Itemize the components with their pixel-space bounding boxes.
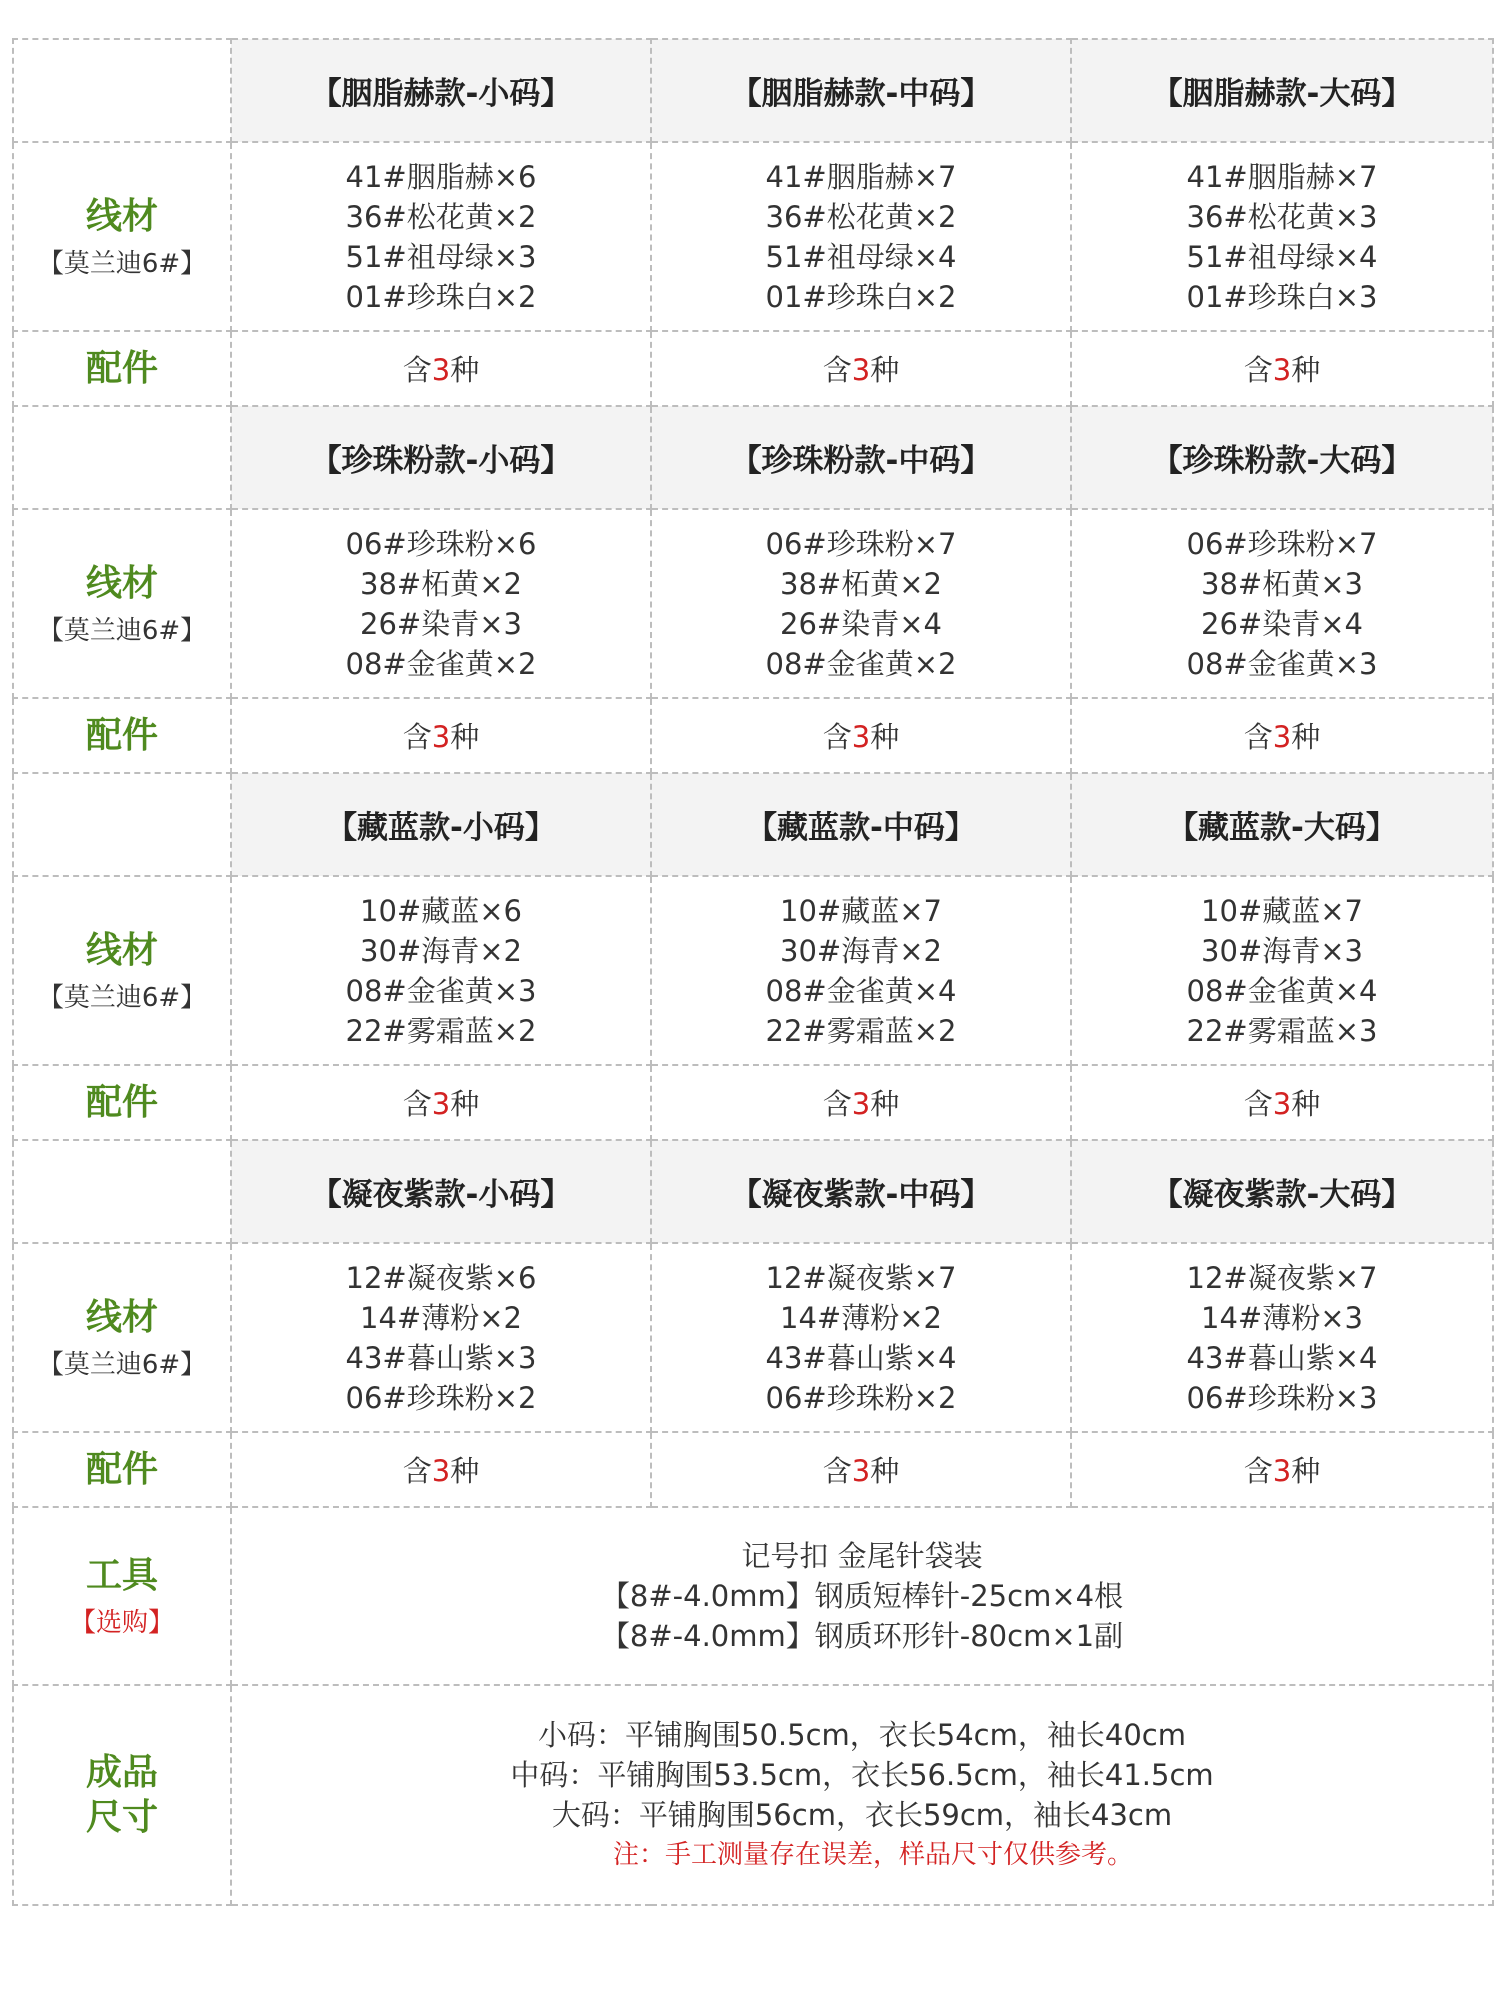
accessory-count-cell [1071, 1065, 1493, 1140]
style-title: 【藏蓝款-中码】 [651, 773, 1071, 876]
tools-list [231, 1507, 1493, 1685]
accessory-suffix: 种 [870, 720, 900, 754]
size-item: 小码：平铺胸围50.5cm，衣长54cm，袖长40cm [538, 1718, 1186, 1752]
spec-table [12, 38, 1494, 1906]
yarn-item: 08#金雀黄×2 [765, 646, 957, 681]
yarn-item: 22#雾霜蓝×3 [1186, 1013, 1378, 1048]
yarn-item: 14#薄粉×2 [780, 1300, 942, 1335]
accessory-label-cell [13, 331, 231, 406]
yarn-item: 41#胭脂赫×7 [1186, 159, 1378, 194]
accessory-row [13, 698, 1493, 773]
header-blank-cell [13, 1140, 231, 1243]
yarn-label-cell [13, 876, 231, 1065]
yarn-label: 线材 [85, 195, 158, 237]
accessory-label: 配件 [85, 1082, 158, 1123]
accessory-suffix: 种 [450, 353, 480, 387]
yarn-item: 36#松花黄×3 [1186, 199, 1378, 234]
yarn-item: 43#暮山紫×4 [1186, 1340, 1378, 1375]
tools-label: 工具 [85, 1555, 158, 1596]
yarn-item: 51#祖母绿×4 [1186, 239, 1378, 274]
accessory-row [13, 331, 1493, 406]
accessory-prefix: 含 [402, 720, 432, 754]
yarn-item: 30#海青×3 [1201, 933, 1363, 968]
style-title: 【胭脂赫款-中码】 [651, 39, 1071, 142]
yarn-item: 22#雾霜蓝×2 [765, 1013, 957, 1048]
style-title: 【珍珠粉款-中码】 [651, 406, 1071, 509]
accessory-suffix: 种 [450, 1087, 480, 1121]
accessory-suffix: 种 [870, 353, 900, 387]
yarn-row [13, 509, 1493, 698]
accessory-suffix: 种 [1291, 720, 1321, 754]
yarn-item: 26#染青×3 [360, 606, 522, 641]
accessory-row [13, 1432, 1493, 1507]
yarn-item: 08#金雀黄×2 [345, 646, 537, 681]
accessory-count-cell [231, 1432, 651, 1507]
accessory-prefix: 含 [822, 1454, 852, 1488]
yarn-label-cell [13, 509, 231, 698]
accessory-count-cell [231, 698, 651, 773]
accessory-row [13, 1065, 1493, 1140]
yarn-item: 43#暮山紫×4 [765, 1340, 957, 1375]
accessory-count-cell [1071, 698, 1493, 773]
size-label-cell [13, 1685, 231, 1905]
size-item: 中码：平铺胸围53.5cm，衣长56.5cm，袖长41.5cm [510, 1758, 1214, 1792]
yarn-list [651, 876, 1071, 1065]
accessory-count: 3 [431, 1454, 451, 1488]
yarn-sub-label: 【莫兰迪6#】 [37, 982, 207, 1013]
accessory-count: 3 [1272, 1454, 1292, 1488]
accessory-label: 配件 [85, 1449, 158, 1490]
yarn-sub-label: 【莫兰迪6#】 [37, 615, 207, 646]
yarn-item: 10#藏蓝×6 [360, 893, 522, 928]
accessory-count-cell [1071, 1432, 1493, 1507]
accessory-count: 3 [431, 1087, 451, 1121]
yarn-item: 08#金雀黄×4 [1186, 973, 1378, 1008]
yarn-list [651, 1243, 1071, 1432]
yarn-item: 06#珍珠粉×3 [1186, 1380, 1378, 1415]
accessory-suffix: 种 [870, 1454, 900, 1488]
accessory-count-cell [231, 1065, 651, 1140]
yarn-label: 线材 [85, 562, 158, 604]
yarn-list [651, 142, 1071, 331]
yarn-row [13, 142, 1493, 331]
style-title: 【珍珠粉款-小码】 [231, 406, 651, 509]
accessory-prefix: 含 [402, 353, 432, 387]
group-header-row [13, 406, 1493, 509]
accessory-count-cell [231, 331, 651, 406]
tool-item: 【8#-4.0mm】钢质短棒针-25cm×4根 [600, 1579, 1124, 1613]
style-title: 【藏蓝款-小码】 [231, 773, 651, 876]
yarn-list [1071, 509, 1493, 698]
style-title: 【胭脂赫款-小码】 [231, 39, 651, 142]
accessory-suffix: 种 [1291, 1454, 1321, 1488]
yarn-item: 36#松花黄×2 [345, 199, 537, 234]
yarn-item: 14#薄粉×2 [360, 1300, 522, 1335]
size-label-line1: 成品 [85, 1752, 158, 1793]
size-note: 注：手工测量存在误差，样品尺寸仅供参考。 [612, 1840, 1133, 1870]
accessory-prefix: 含 [402, 1087, 432, 1121]
yarn-item: 08#金雀黄×4 [765, 973, 957, 1008]
yarn-item: 51#祖母绿×4 [765, 239, 957, 274]
yarn-item: 12#凝夜紫×6 [345, 1260, 537, 1295]
yarn-label: 线材 [85, 1296, 158, 1338]
accessory-count: 3 [851, 1087, 871, 1121]
yarn-list [231, 142, 651, 331]
accessory-count: 3 [1272, 353, 1292, 387]
style-title: 【凝夜紫款-大码】 [1071, 1140, 1493, 1243]
yarn-item: 22#雾霜蓝×2 [345, 1013, 537, 1048]
accessory-label: 配件 [85, 715, 158, 756]
yarn-item: 10#藏蓝×7 [780, 893, 942, 928]
yarn-item: 43#暮山紫×3 [345, 1340, 537, 1375]
accessory-prefix: 含 [822, 1087, 852, 1121]
yarn-item: 38#柘黄×3 [1201, 566, 1363, 601]
yarn-item: 38#柘黄×2 [780, 566, 942, 601]
yarn-sub-label: 【莫兰迪6#】 [37, 248, 207, 279]
group-header-row [13, 39, 1493, 142]
yarn-item: 08#金雀黄×3 [345, 973, 537, 1008]
tool-item: 记号扣 金尾针袋装 [741, 1539, 983, 1573]
accessory-count: 3 [851, 353, 871, 387]
spec-table-body [13, 39, 1493, 1905]
yarn-item: 30#海青×2 [780, 933, 942, 968]
yarn-label: 线材 [85, 929, 158, 971]
accessory-prefix: 含 [822, 353, 852, 387]
accessory-count-cell [1071, 331, 1493, 406]
yarn-item: 26#染青×4 [780, 606, 942, 641]
group-header-row [13, 1140, 1493, 1243]
yarn-item: 14#薄粉×3 [1201, 1300, 1363, 1335]
yarn-item: 41#胭脂赫×6 [345, 159, 537, 194]
accessory-count: 3 [431, 353, 451, 387]
header-blank-cell [13, 773, 231, 876]
yarn-item: 01#珍珠白×2 [345, 279, 537, 314]
yarn-item: 06#珍珠粉×2 [765, 1380, 957, 1415]
accessory-label: 配件 [85, 348, 158, 389]
yarn-item: 08#金雀黄×3 [1186, 646, 1378, 681]
yarn-list [651, 509, 1071, 698]
header-blank-cell [13, 406, 231, 509]
yarn-list [231, 1243, 651, 1432]
header-blank-cell [13, 39, 231, 142]
yarn-item: 01#珍珠白×3 [1186, 279, 1378, 314]
accessory-prefix: 含 [402, 1454, 432, 1488]
yarn-item: 36#松花黄×2 [765, 199, 957, 234]
accessory-label-cell [13, 1432, 231, 1507]
yarn-list [231, 876, 651, 1065]
yarn-item: 51#祖母绿×3 [345, 239, 537, 274]
accessory-prefix: 含 [1243, 1454, 1273, 1488]
yarn-item: 10#藏蓝×7 [1201, 893, 1363, 928]
style-title: 【胭脂赫款-大码】 [1071, 39, 1493, 142]
yarn-item: 06#珍珠粉×7 [1186, 526, 1378, 561]
accessory-count: 3 [431, 720, 451, 754]
accessory-count-cell [651, 1432, 1071, 1507]
accessory-count-cell [651, 698, 1071, 773]
accessory-count: 3 [1272, 720, 1292, 754]
accessory-suffix: 种 [450, 1454, 480, 1488]
style-title: 【凝夜紫款-小码】 [231, 1140, 651, 1243]
size-item: 大码：平铺胸围56cm，衣长59cm，袖长43cm [551, 1798, 1173, 1832]
size-row [13, 1685, 1493, 1905]
yarn-item: 41#胭脂赫×7 [765, 159, 957, 194]
yarn-label-cell [13, 1243, 231, 1432]
yarn-item: 06#珍珠粉×2 [345, 1380, 537, 1415]
yarn-item: 06#珍珠粉×7 [765, 526, 957, 561]
yarn-label-cell [13, 142, 231, 331]
yarn-item: 12#凝夜紫×7 [765, 1260, 957, 1295]
yarn-list [1071, 1243, 1493, 1432]
accessory-prefix: 含 [1243, 720, 1273, 754]
yarn-item: 38#柘黄×2 [360, 566, 522, 601]
accessory-count-cell [651, 1065, 1071, 1140]
accessory-suffix: 种 [870, 1087, 900, 1121]
accessory-label-cell [13, 698, 231, 773]
group-header-row [13, 773, 1493, 876]
accessory-suffix: 种 [1291, 1087, 1321, 1121]
yarn-item: 12#凝夜紫×7 [1186, 1260, 1378, 1295]
yarn-row [13, 1243, 1493, 1432]
accessory-prefix: 含 [1243, 353, 1273, 387]
yarn-sub-label: 【莫兰迪6#】 [37, 1349, 207, 1380]
accessory-count: 3 [851, 1454, 871, 1488]
size-label-line2: 尺寸 [85, 1797, 158, 1838]
tools-row [13, 1507, 1493, 1685]
style-title: 【凝夜紫款-中码】 [651, 1140, 1071, 1243]
accessory-prefix: 含 [1243, 1087, 1273, 1121]
accessory-count: 3 [851, 720, 871, 754]
accessory-count-cell [651, 331, 1071, 406]
accessory-suffix: 种 [450, 720, 480, 754]
yarn-list [231, 509, 651, 698]
tools-optional-label: 【选购】 [69, 1608, 174, 1638]
accessory-count: 3 [1272, 1087, 1292, 1121]
style-title: 【珍珠粉款-大码】 [1071, 406, 1493, 509]
yarn-item: 06#珍珠粉×6 [345, 526, 537, 561]
yarn-list [1071, 142, 1493, 331]
style-title: 【藏蓝款-大码】 [1071, 773, 1493, 876]
tools-label-cell [13, 1507, 231, 1685]
yarn-item: 30#海青×2 [360, 933, 522, 968]
yarn-row [13, 876, 1493, 1065]
yarn-item: 01#珍珠白×2 [765, 279, 957, 314]
size-list [231, 1685, 1493, 1905]
yarn-list [1071, 876, 1493, 1065]
accessory-prefix: 含 [822, 720, 852, 754]
accessory-label-cell [13, 1065, 231, 1140]
yarn-item: 26#染青×4 [1201, 606, 1363, 641]
tool-item: 【8#-4.0mm】钢质环形针-80cm×1副 [600, 1619, 1124, 1653]
accessory-suffix: 种 [1291, 353, 1321, 387]
